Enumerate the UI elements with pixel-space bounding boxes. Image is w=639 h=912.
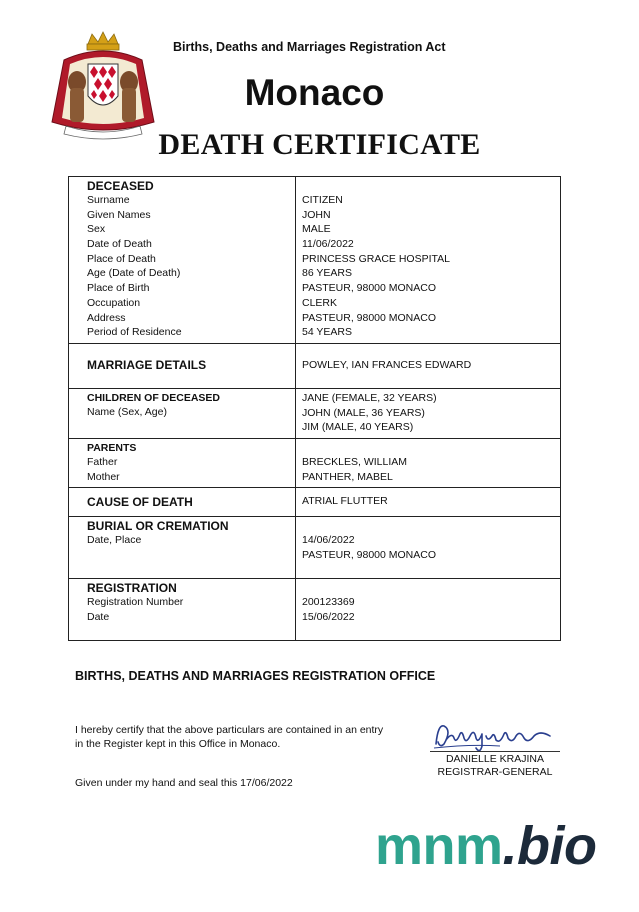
value-period-of-residence: 54 YEARS [302, 326, 353, 339]
label-place-of-birth: Place of Birth [87, 282, 150, 295]
label-date-of-death: Date of Death [87, 238, 152, 251]
signature-icon [430, 714, 560, 754]
signature-line [430, 751, 560, 752]
deceased-heading: DECEASED [87, 179, 154, 193]
certificate-table [68, 176, 561, 641]
registration-number-value: 200123369 [302, 596, 355, 609]
label-given-names: Given Names [87, 208, 151, 221]
label-occupation: Occupation [87, 296, 141, 309]
label-surname: Surname [87, 194, 130, 206]
registrar-block [425, 753, 565, 779]
child-value: JOHN (MALE, 36 YEARS) [302, 406, 425, 419]
child-value: JIM (MALE, 40 YEARS) [302, 421, 414, 434]
document-title: DEATH CERTIFICATE [158, 128, 481, 161]
child-value: JANE (FEMALE, 32 YEARS) [302, 391, 437, 404]
value-surname: CITIZEN [302, 194, 343, 206]
children-heading: CHILDREN OF DECEASED [87, 391, 221, 404]
parents-heading: PARENTS [87, 441, 137, 454]
registration-heading: REGISTRATION [87, 581, 177, 596]
value-date-of-death: 11/06/2022 [302, 238, 354, 251]
value-given-names: JOHN [302, 208, 331, 221]
registrar-title: REGISTRAR-GENERAL [437, 766, 553, 778]
registration-section [69, 579, 561, 641]
value-occupation: CLERK [302, 296, 338, 309]
registration-date-value: 15/06/2022 [302, 611, 355, 623]
registration-number-label: Registration Number [87, 596, 184, 609]
cause-section [69, 488, 561, 517]
label-place-of-death: Place of Death [87, 252, 156, 265]
value-age: 86 YEARS [302, 267, 353, 280]
brand-main: mnm [375, 816, 503, 876]
label-sex: Sex [87, 223, 106, 236]
registration-date-label: Date [87, 611, 110, 623]
cause-heading: CAUSE OF DEATH [87, 494, 193, 509]
mother-value: PANTHER, MABEL [302, 470, 393, 483]
cause-value: ATRIAL FLUTTER [302, 495, 388, 508]
brand-logo [375, 815, 597, 877]
country-title: Monaco [244, 72, 385, 113]
children-label: Name (Sex, Age) [87, 405, 167, 418]
registrar-name: DANIELLE KRAJINA [445, 753, 545, 765]
certification-statement [75, 723, 425, 751]
marriage-section [69, 343, 561, 388]
value-address: PASTEUR, 98000 MONACO [302, 311, 437, 324]
certify-line-1: I hereby certify that the above particulars are contained in an entry [75, 724, 384, 736]
given-under-seal: Given under my hand and seal this 17/06/2022 [75, 777, 293, 789]
label-period-of-residence: Period of Residence [87, 326, 182, 339]
value-place-of-death: PRINCESS GRACE HOSPITAL [302, 252, 451, 265]
deceased-section [69, 177, 561, 344]
burial-date: 14/06/2022 [302, 534, 355, 547]
parents-section [69, 438, 561, 487]
office-title: BIRTHS, DEATHS AND MARRIAGES REGISTRATION OFFICE [75, 669, 436, 683]
value-sex: MALE [302, 223, 331, 236]
label-age: Age (Date of Death) [87, 267, 181, 280]
mother-label: Mother [87, 470, 120, 483]
certify-line-2: in the Register kept in this Office in Monaco. [75, 738, 281, 750]
burial-heading: BURIAL OR CREMATION [87, 519, 229, 534]
value-place-of-birth: PASTEUR, 98000 MONACO [302, 282, 437, 295]
brand-suffix: .bio [502, 816, 597, 876]
marriage-heading: MARRIAGE DETAILS [87, 358, 207, 373]
label-address: Address [87, 311, 126, 324]
father-value: BRECKLES, WILLIAM [302, 455, 408, 468]
marriage-value: POWLEY, IAN FRANCES EDWARD [302, 359, 472, 372]
burial-place: PASTEUR, 98000 MONACO [302, 549, 437, 561]
act-title: Births, Deaths and Marriages Registration Act [173, 40, 446, 54]
father-label: Father [87, 455, 118, 468]
burial-label: Date, Place [87, 534, 142, 547]
children-section [69, 388, 561, 438]
burial-section [69, 517, 561, 579]
